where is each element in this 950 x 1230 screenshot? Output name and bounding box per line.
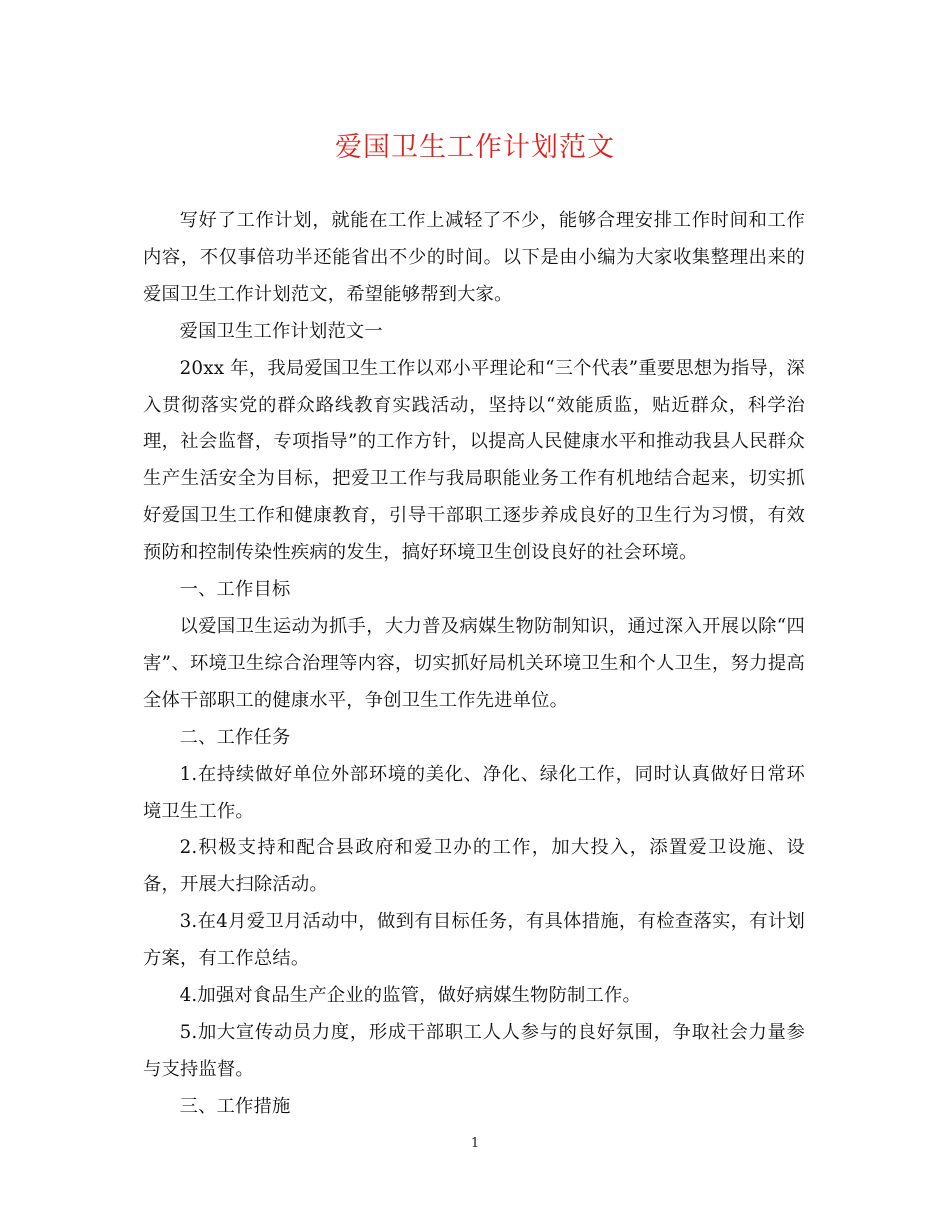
overview-paragraph: 20xx 年，我局爱国卫生工作以邓小平理论和“三个代表”重要思想为指导，深入贯彻落实党的群众路线教育实践活动，坚持以“效能质监，贴近群众，科学治理，社会监督，专项指导”的工作方针，以提高人民健康水平和推动我县人民群众生产生活安全为目标，把爱卫工作与我局职能业务工作有机地结合起来，切实抓好爱国卫生工作和健康教育，引导干部职工逐步养成良好的卫生行为习惯，有效预防和控制传染性疾病的发生，搞好环境卫生创设良好的社会环境。 — [143, 357, 805, 564]
task-item-2: 2.积极支持和配合县政府和爱卫办的工作，加大投入，添置爱卫设施、设备，开展大扫除活动。 — [143, 837, 805, 896]
work-goals-paragraph: 以爱国卫生运动为抓手，大力普及病媒生物防制知识，通过深入开展以除“四害”、环境卫生综合治理等内容，切实抓好局机关环境卫生和个人卫生，努力提高全体干部职工的健康水平，争创卫生工作先进单位。 — [143, 615, 805, 711]
heading-work-measures: 三、工作措施 — [179, 1095, 291, 1117]
document-title: 爱国卫生工作计划范文 — [335, 132, 615, 163]
document-body — [143, 203, 805, 1126]
task-item-3: 3.在4月爱卫月活动中，做到有目标任务，有具体措施，有检查落实，有计划方案，有工作总结。 — [143, 911, 805, 970]
heading-work-goals: 一、工作目标 — [179, 579, 291, 601]
intro-paragraph: 写好了工作计划，就能在工作上减轻了不少，能够合理安排工作时间和工作内容，不仅事倍功半还能省出不少的时间。以下是由小编为大家收集整理出来的爱国卫生工作计划范文，希望能够帮到大家。 — [143, 210, 805, 305]
task-item-1: 1.在持续做好单位外部环境的美化、净化、绿化工作，同时认真做好日常环境卫生工作。 — [143, 763, 805, 822]
task-item-5: 5.加大宣传动员力度，形成干部职工人人参与的良好氛围，争取社会力量参与支持监督。 — [143, 1021, 805, 1080]
heading-work-tasks: 二、工作任务 — [179, 726, 291, 748]
page-number: 1 — [470, 1136, 480, 1151]
section-heading-sample-one: 爱国卫生工作计划范文一 — [179, 320, 383, 342]
task-item-4: 4.加强对食品生产企业的监管，做好病媒生物防制工作。 — [179, 985, 641, 1007]
